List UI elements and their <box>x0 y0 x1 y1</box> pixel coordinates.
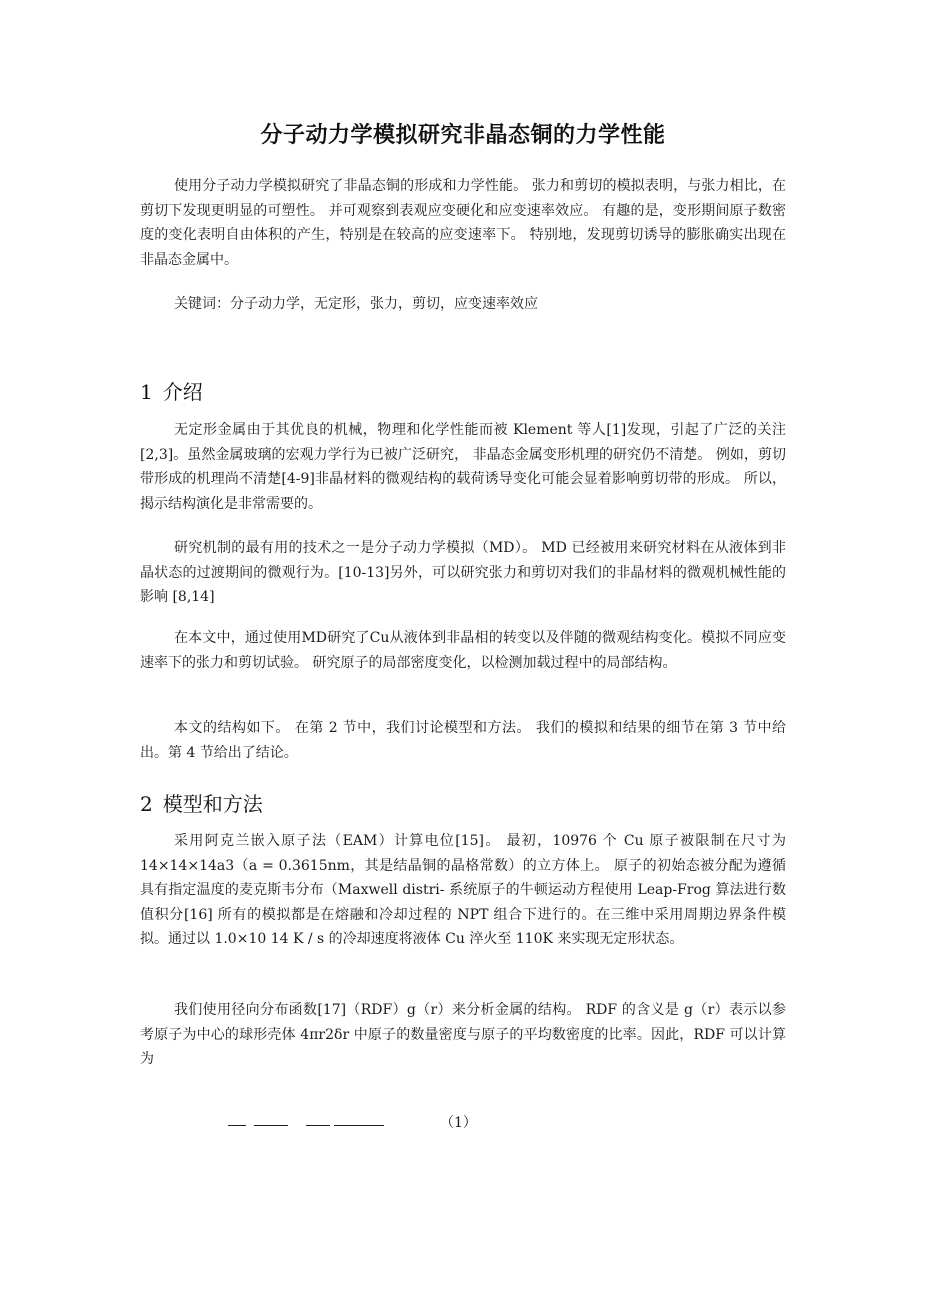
section-1-heading <box>140 378 203 406</box>
section-number: 2 <box>140 792 153 816</box>
intro-paragraph-4: 本文的结构如下。 在第 2 节中，我们讨论模型和方法。 我们的模拟和结果的细节在第 3 节中给出。第 4 节给出了结论。 <box>140 720 786 761</box>
section-2-heading <box>140 790 263 818</box>
section-title: 模型和方法 <box>162 792 263 816</box>
intro-paragraph-1: 无定形金属由于其优良的机械，物理和化学性能而被 Klement 等人[1]发现，引起了广泛的关注[2,3]。虽然金属玻璃的宏观力学行为已被广泛研究， 非晶态金属变形机理的研究仍不清楚。 例如，剪切带形成的机理尚不清楚[4-9]非晶材料的微观结构的载荷诱导变化可能会显着影响剪切带的形成。 所以，揭示结构演化是非常需要的。 <box>140 422 786 512</box>
paper-title: 分子动力学模拟研究非晶态铜的力学性能 <box>260 123 666 148</box>
abstract-paragraph: 使用分子动力学模拟研究了非晶态铜的形成和力学性能。 张力和剪切的模拟表明，与张力相比，在剪切下发现更明显的可塑性。 并可观察到表观应变硬化和应变速率效应。 有趣的是，变形期间原子数密度的变化表明自由体积的产生，特别是在较高的应变速率下。 特别地，发现剪切诱导的膨胀确实出现在非晶态金属中。 <box>140 178 786 268</box>
intro-paragraph-3: 在本文中，通过使用MD研究了Cu从液体到非晶相的转变以及伴随的微观结构变化。模拟不同应变速率下的张力和剪切试验。 研究原子的局部密度变化，以检测加载过程中的局部结构。 <box>140 630 786 671</box>
equation-fraction-line <box>334 1125 384 1126</box>
methods-paragraph-1: 采用阿克兰嵌入原子法（EAM）计算电位[15]。 最初，10976 个 Cu 原子被限制在尺寸为 14×14×14a3（a = 0.3615nm，其是结晶铜的晶格常数）的立方体上。 原子的初始态被分配为遵循具有指定温度的麦克斯韦分布（Maxwell distri- 系统原子的牛顿运动方程使用 Leap-Frog 算法进行数值积分[16] 所有的模拟都是在熔融和冷却过程的 NPT 组合下进行的。在三维中采用周期边界条件模拟。通过以 1.0×10 14 K / s 的冷却速度将液体 Cu 淬火至 110K 来实现无定形状态。 <box>140 833 786 948</box>
methods-paragraph-2: 我们使用径向分布函数[17]（RDF）g（r）来分析金属的结构。 RDF 的含义是 g（r）表示以参考原子为中心的球形壳体 4πr2δr 中原子的数量密度与原子的平均数密度的比率。因此，RDF 可以计算为 <box>140 1002 786 1068</box>
equation-fraction-line <box>228 1125 246 1126</box>
equation-number: （1） <box>440 1115 477 1131</box>
equation-fraction-line <box>254 1125 288 1126</box>
keywords-line: 关键词：分子动力学，无定形，张力，剪切，应变速率效应 <box>174 296 538 312</box>
section-number: 1 <box>140 380 153 404</box>
equation-fraction-line <box>306 1125 330 1126</box>
intro-paragraph-2: 研究机制的最有用的技术之一是分子动力学模拟（MD）。 MD 已经被用来研究材料在从液体到非晶状态的过渡期间的微观行为。[10-13]另外，可以研究张力和剪切对我们的非晶材料的微观机械性能的影响 [8,14] <box>140 540 786 606</box>
section-title: 介绍 <box>162 380 203 404</box>
